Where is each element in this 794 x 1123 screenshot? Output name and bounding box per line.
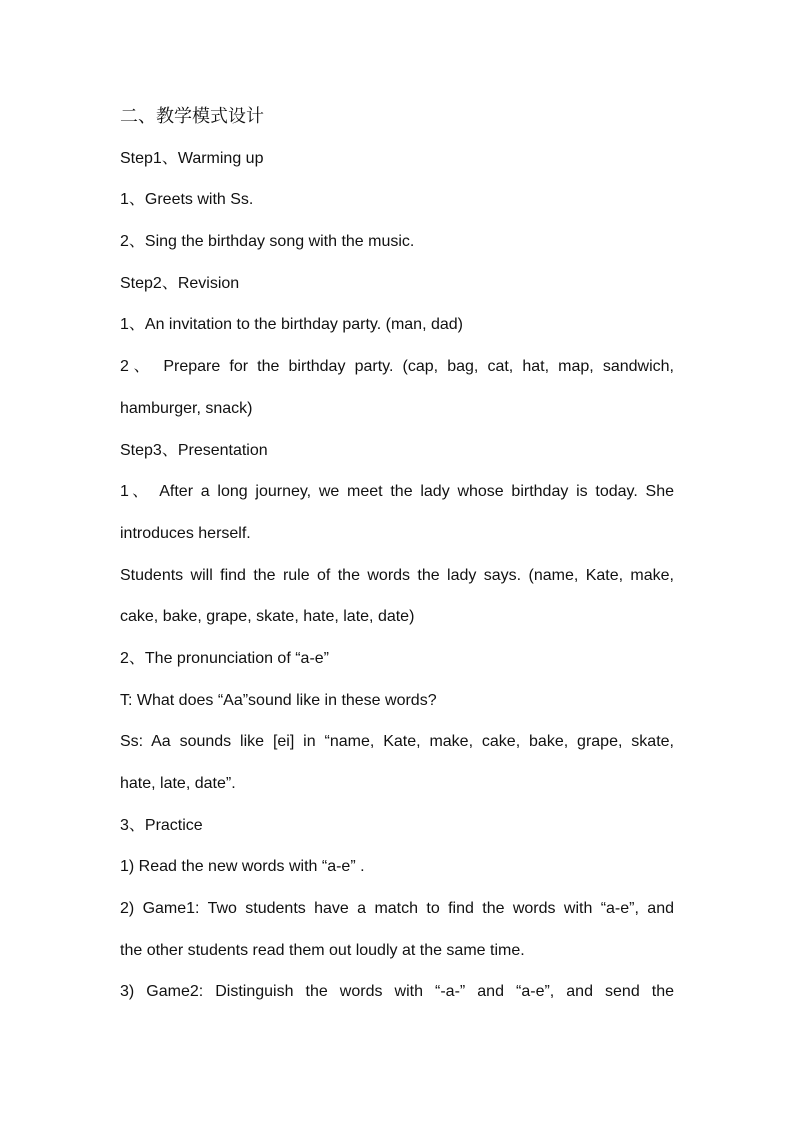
students-answer-line-1: Ss: Aa sounds like [ei] in “name, Kate, make, cake, bake, grape, skate, (120, 733, 674, 751)
step2-item-2-line-1: 2、 Prepare for the birthday party. (cap, bag, cat, hat, map, sandwich, (120, 358, 674, 376)
step2-item-1: 1、An invitation to the birthday party. (man, dad) (120, 316, 463, 334)
step1-item-1: 1、Greets with Ss. (120, 191, 254, 209)
section-heading: 二、教学模式设计 (120, 106, 264, 127)
students-answer-line-2: hate, late, date”. (120, 775, 236, 792)
step3-item-2: 2、The pronunciation of “a-e” (120, 649, 330, 667)
practice-heading: 3、Practice (120, 816, 203, 834)
document-body (120, 96, 674, 1013)
step1-heading: Step1、Warming up (120, 149, 264, 167)
step3-rule-line-1: Students will find the rule of the words the lady says. (name, Kate, make, (120, 566, 674, 584)
practice-item-1: 1) Read the new words with “a-e” . (120, 858, 365, 876)
step3-item-1-line-1: 1、 After a long journey, we meet the lady whose birthday is today. She (120, 483, 674, 501)
practice-item-2-line-1: 2) Game1: Two students have a match to find the words with “a-e”, and (120, 900, 674, 918)
practice-item-2-line-2: the other students read them out loudly at the same time. (120, 941, 525, 959)
step2-heading: Step2、Revision (120, 274, 240, 292)
step2-item-2-line-2: hamburger, snack) (120, 399, 253, 417)
step1-item-2: 2、Sing the birthday song with the music. (120, 233, 415, 251)
teacher-question: T: What does “Aa”sound like in these words? (120, 691, 437, 709)
step3-heading: Step3、Presentation (120, 441, 268, 459)
step3-item-1-line-2: introduces herself. (120, 524, 251, 542)
step3-rule-line-2: cake, bake, grape, skate, hate, late, date) (120, 608, 415, 626)
practice-item-3-line-1: 3) Game2: Distinguish the words with “-a-” and “a-e”, and send the (120, 983, 674, 1001)
